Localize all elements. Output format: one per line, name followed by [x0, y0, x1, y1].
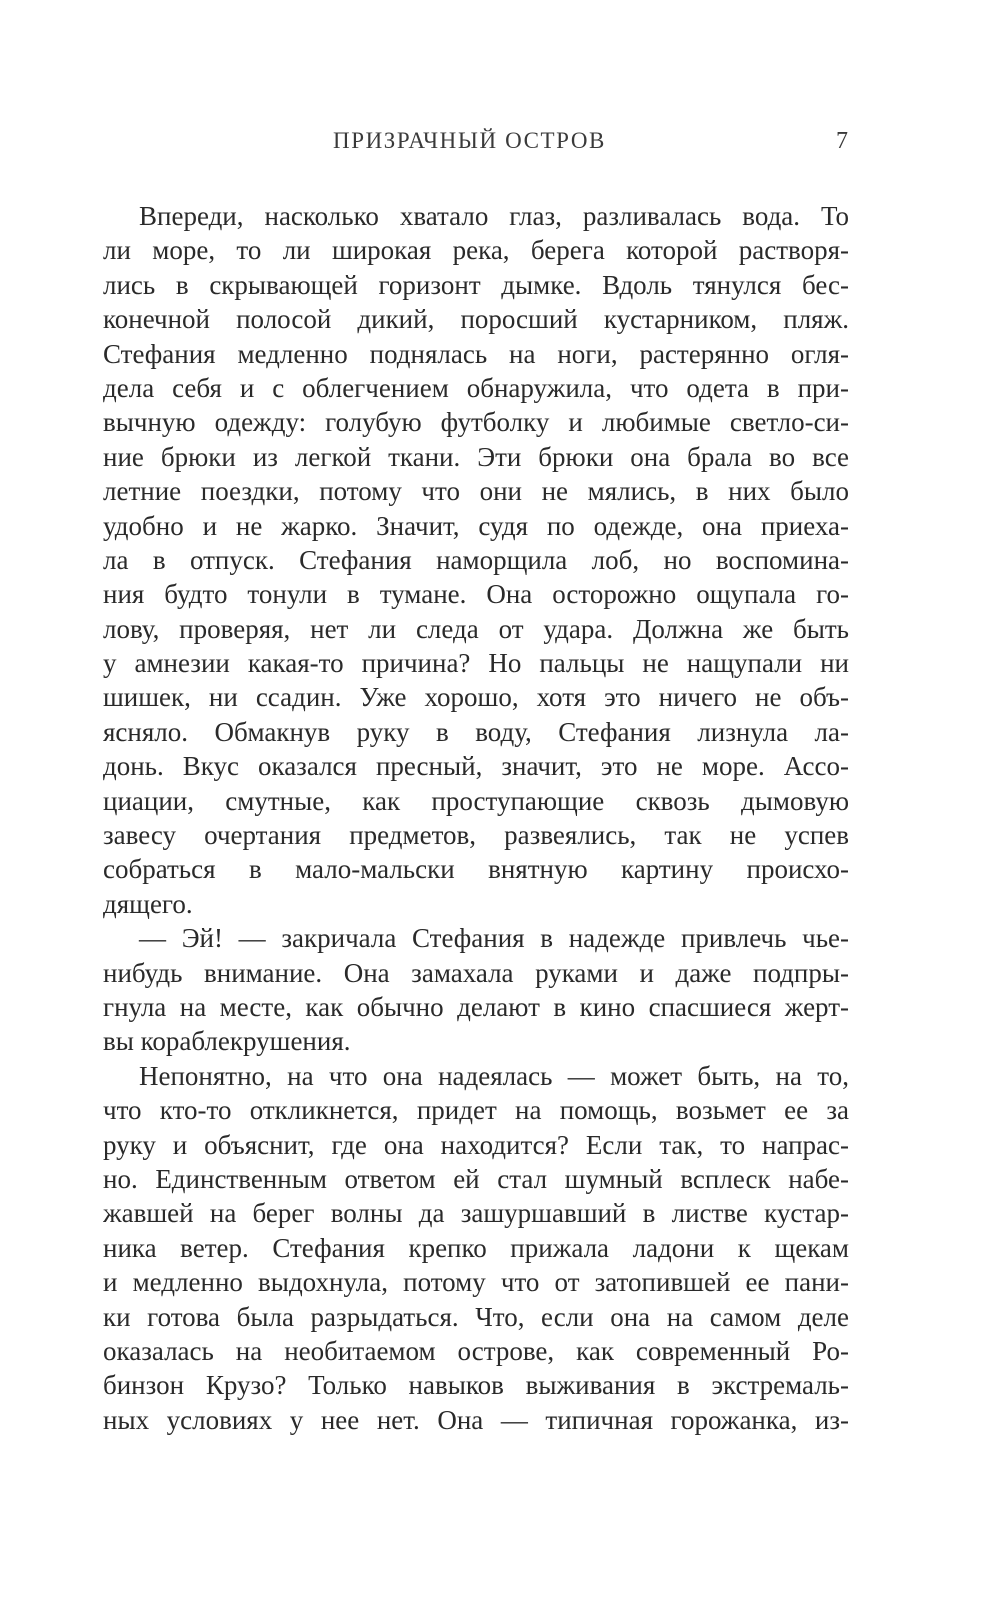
text-line: циации, смутные, как проступающие сквозь дымовую	[103, 785, 849, 816]
text-line: вычную одежду: голубую футболку и любимые светло-си-	[103, 407, 849, 438]
text-line: завесу очертания предметов, развеялись, так не успев	[103, 820, 849, 851]
text-line: гнула на месте, как обычно делают в кино спасшиеся жерт-	[103, 991, 849, 1022]
text-line: — Эй! — закричала Стефания в надежде привлечь чье-	[139, 923, 849, 954]
text-line: шишек, ни ссадин. Уже хорошо, хотя это ничего не объ-	[103, 682, 849, 713]
text-line: оказалась на необитаемом острове, как современный Ро-	[103, 1335, 849, 1366]
text-line: Стефания медленно поднялась на ноги, растерянно огля-	[103, 338, 849, 369]
text-line: и медленно выдохнула, потому что от затопившей ее пани-	[103, 1267, 849, 1298]
text-line: дящего.	[103, 888, 193, 919]
text-line: ла в отпуск. Стефания наморщила лоб, но воспомина-	[103, 544, 849, 575]
text-line: нибудь внимание. Она замахала руками и даже подпры-	[103, 957, 849, 988]
text-line: летние поездки, потому что они не мялись, в них было	[103, 476, 849, 507]
text-line: но. Единственным ответом ей стал шумный всплеск набе-	[103, 1163, 849, 1194]
text-line: ния будто тонули в тумане. Она осторожно ощупала го-	[103, 579, 849, 610]
text-line: ние брюки из легкой ткани. Эти брюки она брала во все	[103, 441, 849, 472]
text-line: ных условиях у нее нет. Она — типичная горожанка, из-	[103, 1404, 849, 1435]
page-number: 7	[836, 128, 848, 154]
text-line: вы кораблекрушения.	[103, 1026, 351, 1057]
running-header	[0, 128, 1000, 168]
text-line: ника ветер. Стефания крепко прижала ладони к щекам	[103, 1232, 849, 1263]
text-line: лись в скрывающей горизонт дымке. Вдоль тянулся бес-	[103, 269, 849, 300]
text-line: что кто-то откликнется, придет на помощь, возьмет ее за	[103, 1095, 849, 1126]
text-line: лову, проверяя, нет ли следа от удара. Должна же быть	[103, 613, 849, 644]
text-line: руку и объяснит, где она находится? Если так, то напрас-	[103, 1129, 849, 1160]
text-line: собраться в мало-мальски внятную картину происхо-	[103, 854, 849, 885]
book-title: ПРИЗРАЧНЫЙ ОСТРОВ	[333, 128, 606, 153]
text-line: ки готова была разрыдаться. Что, если она на самом деле	[103, 1301, 849, 1332]
text-line: ли море, то ли широкая река, берега которой растворя-	[103, 235, 849, 266]
text-line: Непонятно, на что она надеялась — может быть, на то,	[139, 1060, 849, 1091]
text-line: конечной полосой дикий, поросший кустарником, пляж.	[103, 304, 849, 335]
text-line: бинзон Крузо? Только навыков выживания в экстремаль-	[103, 1370, 849, 1401]
text-line: Впереди, насколько хватало глаз, разливалась вода. То	[139, 201, 849, 231]
text-line: дела себя и с облегчением обнаружила, что одета в при-	[103, 372, 849, 403]
text-line: у амнезии какая-то причина? Но пальцы не нащупали ни	[103, 648, 849, 679]
text-line: жавшей на берег волны да зашуршавший в листве кустар-	[103, 1198, 849, 1229]
body-text	[103, 199, 849, 1437]
text-line: донь. Вкус оказался пресный, значит, это не море. Ассо-	[103, 751, 849, 782]
text-line: ясняло. Обмакнув руку в воду, Стефания лизнула ла-	[103, 716, 849, 747]
text-line: удобно и не жарко. Значит, судя по одежде, она приеха-	[103, 510, 849, 541]
